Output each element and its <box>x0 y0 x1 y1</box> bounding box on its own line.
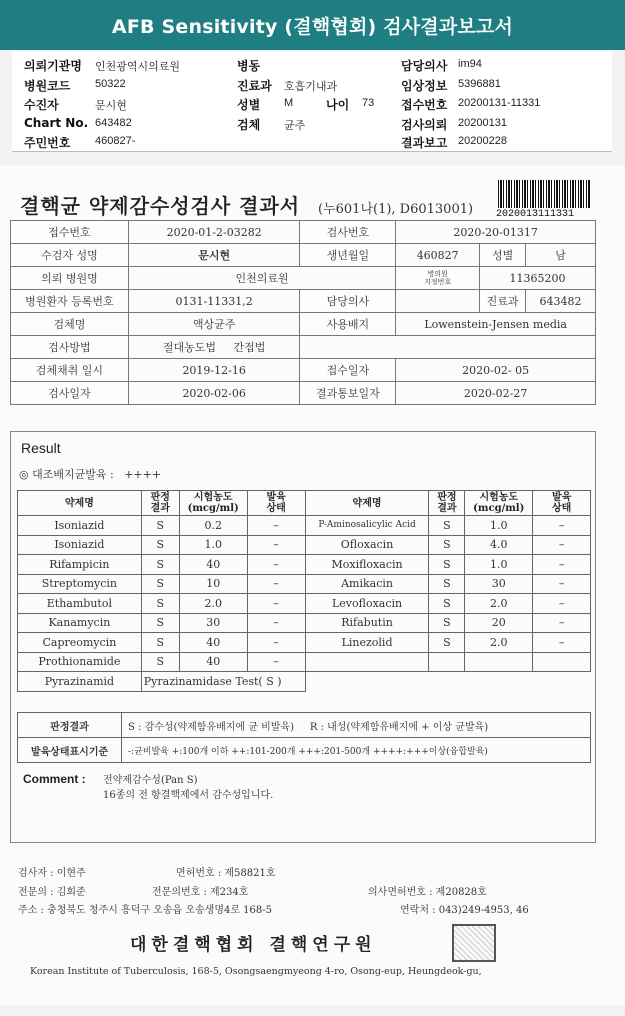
drug-name: Rifampicin <box>18 555 142 575</box>
drug-concentration: 2.0 <box>465 594 533 614</box>
comment-line: 16종의 전 항결핵제에서 감수성입니다. <box>103 790 274 801</box>
table-row <box>11 221 596 244</box>
header-value: 문시현 <box>95 100 127 112</box>
result-section <box>10 431 596 843</box>
pza-test-result: Pyrazinamidase Test( S ) <box>141 672 305 692</box>
drug-name: Isoniazid <box>18 535 142 555</box>
drug-result: S <box>429 594 465 614</box>
drug-name: P-Aminosalicylic Acid <box>305 516 429 536</box>
header-label: 검체 <box>237 118 261 132</box>
legend-label: 판정결과 <box>18 713 122 738</box>
comment-line: 전약제감수성(Pan S) <box>103 775 198 786</box>
drug-concentration: 30 <box>179 613 247 633</box>
comment-label: Comment : <box>23 772 86 786</box>
info-label: 담당의사 <box>300 290 396 313</box>
empty-cell <box>305 672 590 692</box>
drug-concentration: 0.2 <box>179 516 247 536</box>
info-label: 결과통보일자 <box>300 382 396 405</box>
table-row <box>11 382 596 405</box>
drug-result: S <box>429 555 465 575</box>
table-row <box>11 313 596 336</box>
header-label: 접수번호 <box>401 98 448 112</box>
table-row <box>18 672 591 692</box>
table-header-row <box>18 491 591 516</box>
info-label: 검체명 <box>11 313 129 336</box>
drug-result: S <box>141 535 179 555</box>
header-label: 성별 <box>237 98 261 112</box>
report-title-banner: AFB Sensitivity (결핵협회) 검사결과보고서 <box>0 0 625 50</box>
drug-concentration: 1.0 <box>179 535 247 555</box>
drug-growth: – <box>533 633 591 653</box>
info-label: 검사일자 <box>11 382 129 405</box>
header-value: 호흡기내과 <box>284 81 338 93</box>
barcode-number: 2020013111331 <box>496 209 575 220</box>
table-row <box>11 336 596 359</box>
drug-name: Moxifloxacin <box>305 555 429 575</box>
info-value: 2019-12-16 <box>128 359 300 382</box>
drug-susceptibility-table <box>17 490 591 692</box>
drug-name: Ethambutol <box>18 594 142 614</box>
header-value: 5396881 <box>458 78 501 90</box>
drug-growth: – <box>247 652 305 672</box>
info-value: 0131-11331,2 <box>128 290 300 313</box>
drug-name: Streptomycin <box>18 574 142 594</box>
drug-result: S <box>141 516 179 536</box>
header-value: 460827- <box>95 135 136 147</box>
drug-name: Kanamycin <box>18 613 142 633</box>
table-row <box>11 244 596 267</box>
contact: 연락처 : 043)249-4953, 46 <box>400 905 529 916</box>
header-value: 20200131-11331 <box>458 97 541 109</box>
empty-cell <box>465 652 533 672</box>
column-header: 발육 상태 <box>247 491 305 516</box>
info-value <box>396 290 480 313</box>
drug-name: Levofloxacin <box>305 594 429 614</box>
drug-growth: – <box>533 613 591 633</box>
drug-growth: – <box>533 555 591 575</box>
header-value: im94 <box>458 58 482 70</box>
info-value: 643482 <box>526 290 596 313</box>
drug-result: S <box>429 574 465 594</box>
column-header: 판정 결과 <box>141 491 179 516</box>
judge-s: S : 감수성(약제함유배지에 균 비발육) <box>128 721 294 733</box>
info-value: 문시현 <box>128 244 300 267</box>
control-label: ◎ 대조배지균발육 : <box>19 468 114 481</box>
info-value <box>128 336 300 359</box>
info-value: 2020-20-01317 <box>396 221 596 244</box>
info-label: 접수번호 <box>11 221 129 244</box>
drug-table-body <box>18 516 591 692</box>
empty-cell <box>305 652 429 672</box>
table-row <box>18 652 591 672</box>
column-header: 시험농도 (mcg/ml) <box>465 491 533 516</box>
header-label: 병원코드 <box>24 79 71 93</box>
header-value: 20200131 <box>458 117 507 129</box>
legend-label: 발육상태표시기준 <box>18 738 122 763</box>
info-value: 460827 <box>396 244 480 267</box>
header-value: 20200228 <box>458 135 507 147</box>
control-value: ++++ <box>124 468 162 481</box>
drug-concentration: 1.0 <box>465 516 533 536</box>
patient-info-table <box>10 220 596 405</box>
info-value: 남 <box>526 244 596 267</box>
control-growth <box>19 466 161 482</box>
header-label: 검사의뢰 <box>401 118 448 132</box>
header-label: Chart No. <box>24 116 89 130</box>
header-value: M <box>284 97 294 109</box>
table-row <box>18 738 591 763</box>
info-label: 병의원 지정번호 <box>396 267 480 290</box>
seal-stamp-icon <box>452 924 496 962</box>
header-value: 73 <box>362 97 375 109</box>
table-row <box>18 555 591 575</box>
info-value <box>300 336 596 359</box>
drug-name: Ofloxacin <box>305 535 429 555</box>
result-heading: Result <box>21 440 61 456</box>
organization-name: 대한결핵협회 결핵연구원 <box>130 935 377 955</box>
drug-growth: – <box>247 555 305 575</box>
drug-concentration: 10 <box>179 574 247 594</box>
drug-result: S <box>429 516 465 536</box>
drug-growth: – <box>247 613 305 633</box>
drug-growth: – <box>533 535 591 555</box>
specialist-number: 전문의번호 : 제234호 <box>152 887 249 898</box>
barcode-icon <box>498 180 590 208</box>
scanned-report-image <box>0 166 625 1006</box>
empty-cell <box>533 652 591 672</box>
info-label: 생년월일 <box>300 244 396 267</box>
table-row <box>18 516 591 536</box>
column-header: 판정 결과 <box>429 491 465 516</box>
legend-value <box>122 713 591 738</box>
drug-concentration: 4.0 <box>465 535 533 555</box>
drug-growth: – <box>533 574 591 594</box>
header-label: 병동 <box>237 59 261 73</box>
license-number: 면허번호 : 제58821호 <box>176 868 276 879</box>
legend-value: -:균비발육 +:100개 이하 ++:101-200개 +++:201-500개 ++++:+++이상(융합발육) <box>122 738 591 763</box>
header-label: 주민번호 <box>24 136 71 150</box>
header-label: 결과보고 <box>401 136 448 150</box>
header-label: 나이 <box>326 98 350 112</box>
form-code: (누601나(1), D6013001) <box>318 202 474 217</box>
info-label: 진료과 <box>480 290 526 313</box>
specialist: 전문의 : 김회준 <box>18 887 86 898</box>
info-label: 의뢰 병원명 <box>11 267 129 290</box>
drug-result: S <box>429 535 465 555</box>
table-row <box>18 535 591 555</box>
address: 주소 : 충청북도 청주시 흥덕구 오송읍 오송생명4로 168-5 <box>18 905 273 916</box>
judge-r: R : 내성(약제함유배지에 + 이상 균발육) <box>309 721 489 733</box>
drug-concentration: 40 <box>179 633 247 653</box>
empty-cell <box>429 652 465 672</box>
info-value: 2020-01-2-03282 <box>128 221 300 244</box>
table-row <box>18 613 591 633</box>
drug-growth: – <box>533 594 591 614</box>
info-value: 11365200 <box>480 267 596 290</box>
header-label: 의뢰기관명 <box>24 59 82 73</box>
method-1: 절대농도법 <box>162 341 217 354</box>
drug-growth: – <box>247 633 305 653</box>
info-value: 2020-02-27 <box>396 382 596 405</box>
info-value: 2020-02-06 <box>128 382 300 405</box>
info-value: Lowenstein-Jensen media <box>396 313 596 336</box>
legend-table <box>17 712 591 763</box>
drug-name: Rifabutin <box>305 613 429 633</box>
examiner: 검사자 : 이현주 <box>18 868 86 879</box>
info-label: 검체채취 일시 <box>11 359 129 382</box>
info-label: 검사방법 <box>11 336 129 359</box>
doctor-license-number: 의사면허번호 : 제20828호 <box>368 887 487 898</box>
column-header: 약제명 <box>18 491 142 516</box>
drug-result: S <box>141 594 179 614</box>
info-label: 성별 <box>480 244 526 267</box>
info-value: 2020-02- 05 <box>396 359 596 382</box>
method-2: 간접법 <box>233 341 266 354</box>
drug-name: Amikacin <box>305 574 429 594</box>
drug-growth: – <box>247 594 305 614</box>
header-label: 담당의사 <box>401 59 448 73</box>
drug-growth: – <box>247 535 305 555</box>
form-title: 결핵균 약제감수성검사 결과서 <box>20 194 301 218</box>
drug-growth: – <box>247 574 305 594</box>
drug-result: S <box>141 652 179 672</box>
header-value: 50322 <box>95 78 126 90</box>
drug-concentration: 40 <box>179 555 247 575</box>
header-value: 인천광역시의료원 <box>95 61 181 73</box>
drug-result: S <box>141 555 179 575</box>
info-label: 수검자 성명 <box>11 244 129 267</box>
drug-growth: – <box>247 516 305 536</box>
drug-concentration: 40 <box>179 652 247 672</box>
drug-result: S <box>141 574 179 594</box>
info-label: 사용배지 <box>300 313 396 336</box>
header-value: 643482 <box>95 117 132 129</box>
drug-growth: – <box>533 516 591 536</box>
info-label: 접수일자 <box>300 359 396 382</box>
drug-concentration: 2.0 <box>465 633 533 653</box>
drug-result: S <box>141 633 179 653</box>
drug-concentration: 20 <box>465 613 533 633</box>
header-label: 임상정보 <box>401 79 448 93</box>
header-value: 균주 <box>284 120 306 132</box>
column-header: 약제명 <box>305 491 429 516</box>
column-header: 발육 상태 <box>533 491 591 516</box>
table-row <box>18 713 591 738</box>
table-row <box>11 359 596 382</box>
drug-name: Capreomycin <box>18 633 142 653</box>
table-row <box>18 574 591 594</box>
drug-result: S <box>141 613 179 633</box>
info-value: 인천의료원 <box>128 267 395 290</box>
table-row <box>18 594 591 614</box>
report-header <box>12 52 612 152</box>
organization-address-en: Korean Institute of Tuberculosis, 168-5, Osongsaengmyeong 4-ro, Osong-eup, Heungdeok-gu, <box>30 966 482 977</box>
table-row <box>11 267 596 290</box>
header-label: 진료과 <box>237 79 272 93</box>
info-value: 액상균주 <box>128 313 300 336</box>
drug-name: Linezolid <box>305 633 429 653</box>
drug-name: Pyrazinamid <box>18 672 142 692</box>
info-label: 검사번호 <box>300 221 396 244</box>
drug-name: Isoniazid <box>18 516 142 536</box>
drug-concentration: 1.0 <box>465 555 533 575</box>
drug-name: Prothionamide <box>18 652 142 672</box>
drug-concentration: 2.0 <box>179 594 247 614</box>
header-label: 수진자 <box>24 98 59 112</box>
drug-result: S <box>429 613 465 633</box>
column-header: 시험농도 (mcg/ml) <box>179 491 247 516</box>
drug-result: S <box>429 633 465 653</box>
info-label: 병원환자 등록번호 <box>11 290 129 313</box>
drug-concentration: 30 <box>465 574 533 594</box>
table-row <box>18 633 591 653</box>
table-row <box>11 290 596 313</box>
